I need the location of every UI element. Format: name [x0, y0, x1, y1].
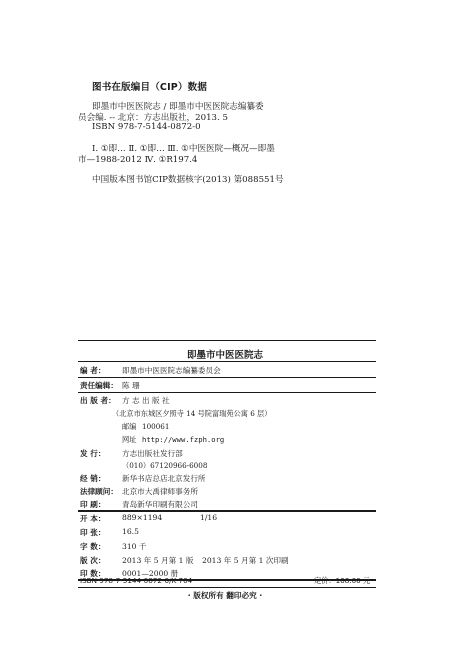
edition-value: 2013 年 5 月第 1 版	[122, 556, 194, 565]
sheets-value: 16.5	[122, 527, 139, 536]
postcode-label: 邮编	[122, 422, 137, 431]
printing-rule	[78, 510, 376, 512]
publisher-address: （北京市东城区夕照寺 14 号院富瑞苑公寓 6 层）	[112, 409, 272, 418]
copyright-notice: · 版权所有 翻印必究 ·	[187, 591, 263, 600]
responsible-editor-value: 陈 珊	[122, 381, 140, 390]
impression-value: 2013 年 5 月第 1 次印刷	[202, 556, 289, 565]
publisher-name: 方 志 出 版 社	[122, 396, 170, 405]
sales-label: 经 销：	[80, 474, 106, 483]
responsible-editor-label: 责任编辑：	[80, 381, 118, 390]
print-run-value: 0001—2000 册	[122, 569, 179, 578]
book-title: 即墨市中医医院志	[186, 350, 263, 361]
cip-verification-number: 中国版本图书馆CIP数据核字(2013) 第088551号	[92, 175, 284, 185]
editor-value: 即墨市中医医院志编纂委员会	[122, 366, 221, 375]
print-run-label: 印 数：	[80, 569, 106, 578]
cip-record-line-2: 员会编. -- 北京：方志出版社，2013. 5	[78, 113, 228, 123]
word-count-label: 字 数：	[80, 542, 106, 551]
postcode-value: 100061	[142, 422, 170, 431]
website-value: http://www.fzph.org	[142, 435, 225, 444]
website-label: 网址	[122, 435, 137, 444]
colophon-top-rule	[78, 340, 376, 341]
printing-label: 印 刷：	[80, 500, 106, 509]
format-fold: 1/16	[200, 513, 218, 522]
sales-value: 新华书店总店北京发行所	[122, 474, 206, 483]
publisher-label: 出 版 者：	[80, 396, 116, 405]
isbn-code: ISBN 978-7-5144-0872-0/K·704	[80, 576, 193, 585]
legal-advisor-label: 法律顾问：	[80, 487, 118, 496]
format-value: 889×1194	[122, 513, 163, 522]
cip-title: 图书在版编目（CIP）数据	[92, 82, 208, 93]
cip-subject-line-2: 市—1988-2012 Ⅳ. ①R197.4	[78, 155, 198, 165]
isbn-rule	[78, 587, 376, 588]
title-rule	[78, 361, 376, 362]
distribution-phone: （010）67120966-6008	[122, 461, 208, 470]
distribution-value: 方志出版社发行部	[122, 449, 183, 458]
word-count-value: 310 千	[122, 542, 147, 551]
distribution-label: 发 行：	[80, 449, 106, 458]
responsible-editor-rule	[78, 392, 376, 393]
sheets-label: 印 张：	[80, 528, 106, 537]
price: 定价：168.00 元	[314, 576, 371, 585]
editor-label: 编 者：	[80, 366, 106, 375]
cip-isbn-line: ISBN 978-7-5144-0872-0	[92, 122, 201, 132]
printing-value: 青岛新华印刷有限公司	[122, 500, 198, 509]
editor-rule	[78, 377, 376, 378]
legal-advisor-value: 北京市大禹律师事务所	[122, 487, 198, 496]
cip-subject-line-1: Ⅰ. ①即… Ⅱ. ①即… Ⅲ. ①中医医院—概况—即墨	[92, 144, 275, 154]
edition-label: 版 次：	[80, 556, 106, 565]
format-label: 开 本：	[80, 514, 106, 523]
cip-record-line-1: 即墨市中医医院志 / 即墨市中医医院志编纂委	[92, 102, 264, 112]
